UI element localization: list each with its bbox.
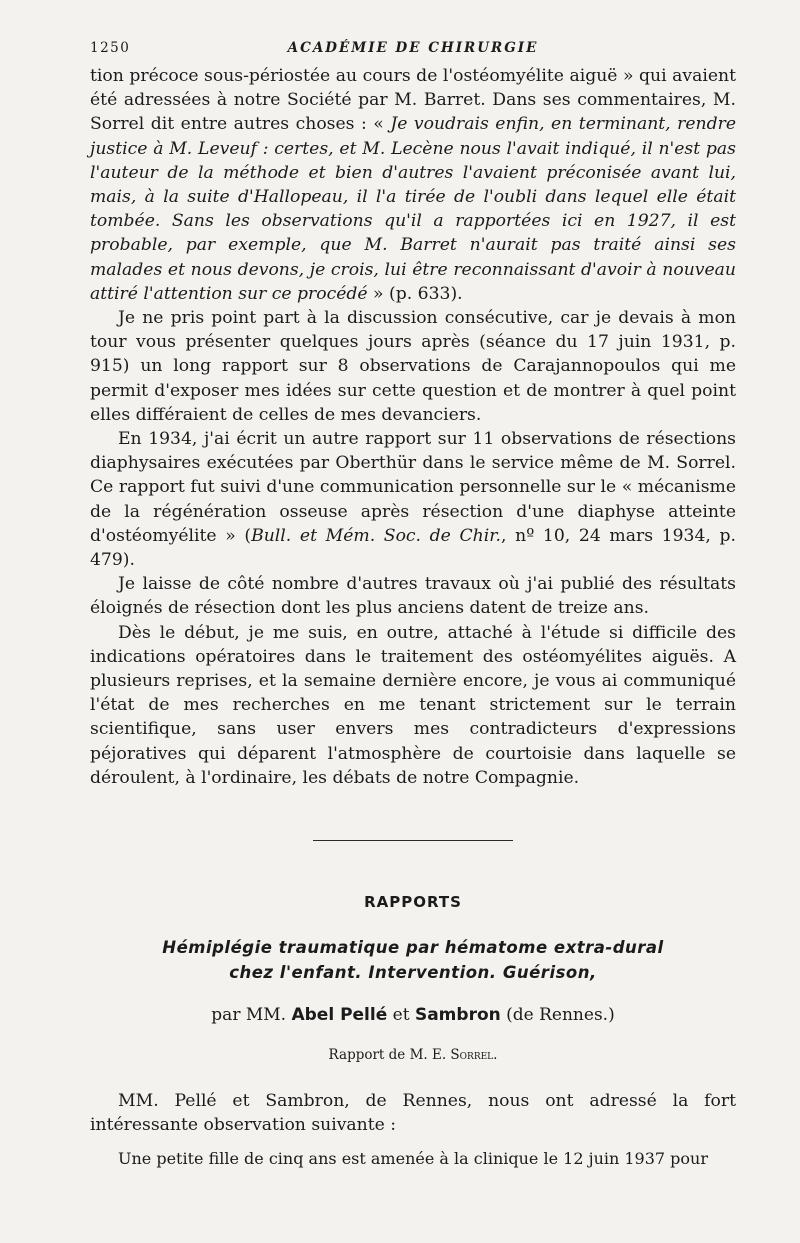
page-header xyxy=(90,34,736,64)
document-page xyxy=(90,34,736,1171)
article-title-line-1: Hémiplégie traumatique par hématome extra-dural xyxy=(162,938,664,958)
author-2: Sambron xyxy=(414,1005,501,1026)
quotation-italic: Je voudrais enfin, en terminant, rendre justice à M. Leveuf : certes, et M. Lecène nous l'avait indiqué, il n'est pas l'auteur de la méthode et bien d'autres l'avaient préconisée avant lui, mais, à la suite d'Hallopeau, il l'a tirée de l'oubli dans lequel elle était tombée. Sans les observations qu'il a rapportées ici en 1927, il est probable, par exemple, que M. Barret n'aurait pas traité ainsi ses malades et nous devons, je crois, lui être reconnaissant d'avoir à nouveau attiré l'attention sur ce procédé xyxy=(90,114,736,304)
author-location: (de Rennes.) xyxy=(506,1005,615,1026)
author-1: Abel Pellé xyxy=(291,1005,388,1026)
section-heading: RAPPORTS xyxy=(364,893,462,912)
article-body xyxy=(90,64,736,790)
section-divider xyxy=(313,840,513,841)
running-title: ACADÉMIE DE CHIRURGIE xyxy=(287,40,539,56)
article-title-line-2: chez l'enfant. Intervention. Guérison, xyxy=(229,963,597,983)
report-attribution: Rapport de M. E. Sorrel. xyxy=(328,1047,498,1064)
article-title xyxy=(90,935,736,985)
paragraph-5: Dès le début, je me suis, en outre, attaché à l'étude si difficile des indications opératoires dans le traitement des ostéomyélites aiguës. A plusieurs reprises, et la semaine dernière encore, je vous ai communiqué l'état de mes recherches en me tenant strictement sur le terrain scientifique, sans user envers mes contradicteurs d'expressions péjoratives qui déparent l'atmosphère de courtoisie dans laquelle se déroulent, à l'ordinaire, les débats de notre Compagnie. xyxy=(90,622,736,788)
citation-italic: Bull. et Mém. Soc. de Chir. xyxy=(251,525,502,546)
byline: par MM. Abel Pellé et Sambron (de Rennes.) xyxy=(211,1005,615,1026)
paragraph-4: Je laisse de côté nombre d'autres travaux où j'ai publié des résultats éloignés de résection dont les plus anciens datent de treize ans. xyxy=(90,574,736,619)
report-body xyxy=(90,1089,736,1171)
paragraph-7: Une petite fille de cinq ans est amenée à la clinique le 12 juin 1937 pour xyxy=(118,1149,709,1169)
paragraph-1: tion précoce sous-périostée au cours de l'ostéomyélite aiguë » qui avaient été adressées à notre Société par M. Barret. Dans ses commentaires, M. Sorrel dit entre autres choses : « Je voudrais enfin, en terminant, rendre justice à M. Leveuf : certes, et M. Lecène nous l'avait indiqué, il n'est pas l'auteur de la méthode et bien d'autres l'avaient préconisée avant lui, mais, à la suite d'Hallopeau, il l'a tirée de l'oubli dans lequel elle était tombée. Sans les observations qu'il a rapportées ici en 1927, il est probable, par exemple, que M. Barret n'aurait pas traité ainsi ses malades et nous devons, je crois, lui être reconnaissant d'avoir à nouveau attiré l'attention sur ce procédé » (p. 633). xyxy=(90,66,736,304)
paragraph-2: Je ne pris point part à la discussion consécutive, car je devais à mon tour vous présenter quelques jours après (séance du 17 juin 1931, p. 915) un long rapport sur 8 observations de Carajannopoulos qui me permit d'exposer mes idées sur cette question et de montrer à quel point elles différaient de celles de mes devanciers. xyxy=(90,308,736,425)
report-author: Sorrel xyxy=(450,1047,494,1064)
paragraph-6: MM. Pellé et Sambron, de Rennes, nous ont adressé la fort intéressante observation suivante : xyxy=(90,1091,736,1136)
paragraph-3: En 1934, j'ai écrit un autre rapport sur 11 observations de résections diaphysaires exécutées par Oberthür dans le service même de M. Sorrel. Ce rapport fut suivi d'une communication personnelle sur le « mécanisme de la régénération osseuse après résection d'une diaphyse atteinte d'ostéomyélite » (Bull. et Mém. Soc. de Chir., nº 10, 24 mars 1934, p. 479). xyxy=(90,429,736,571)
page-number: 1250 xyxy=(90,40,131,56)
